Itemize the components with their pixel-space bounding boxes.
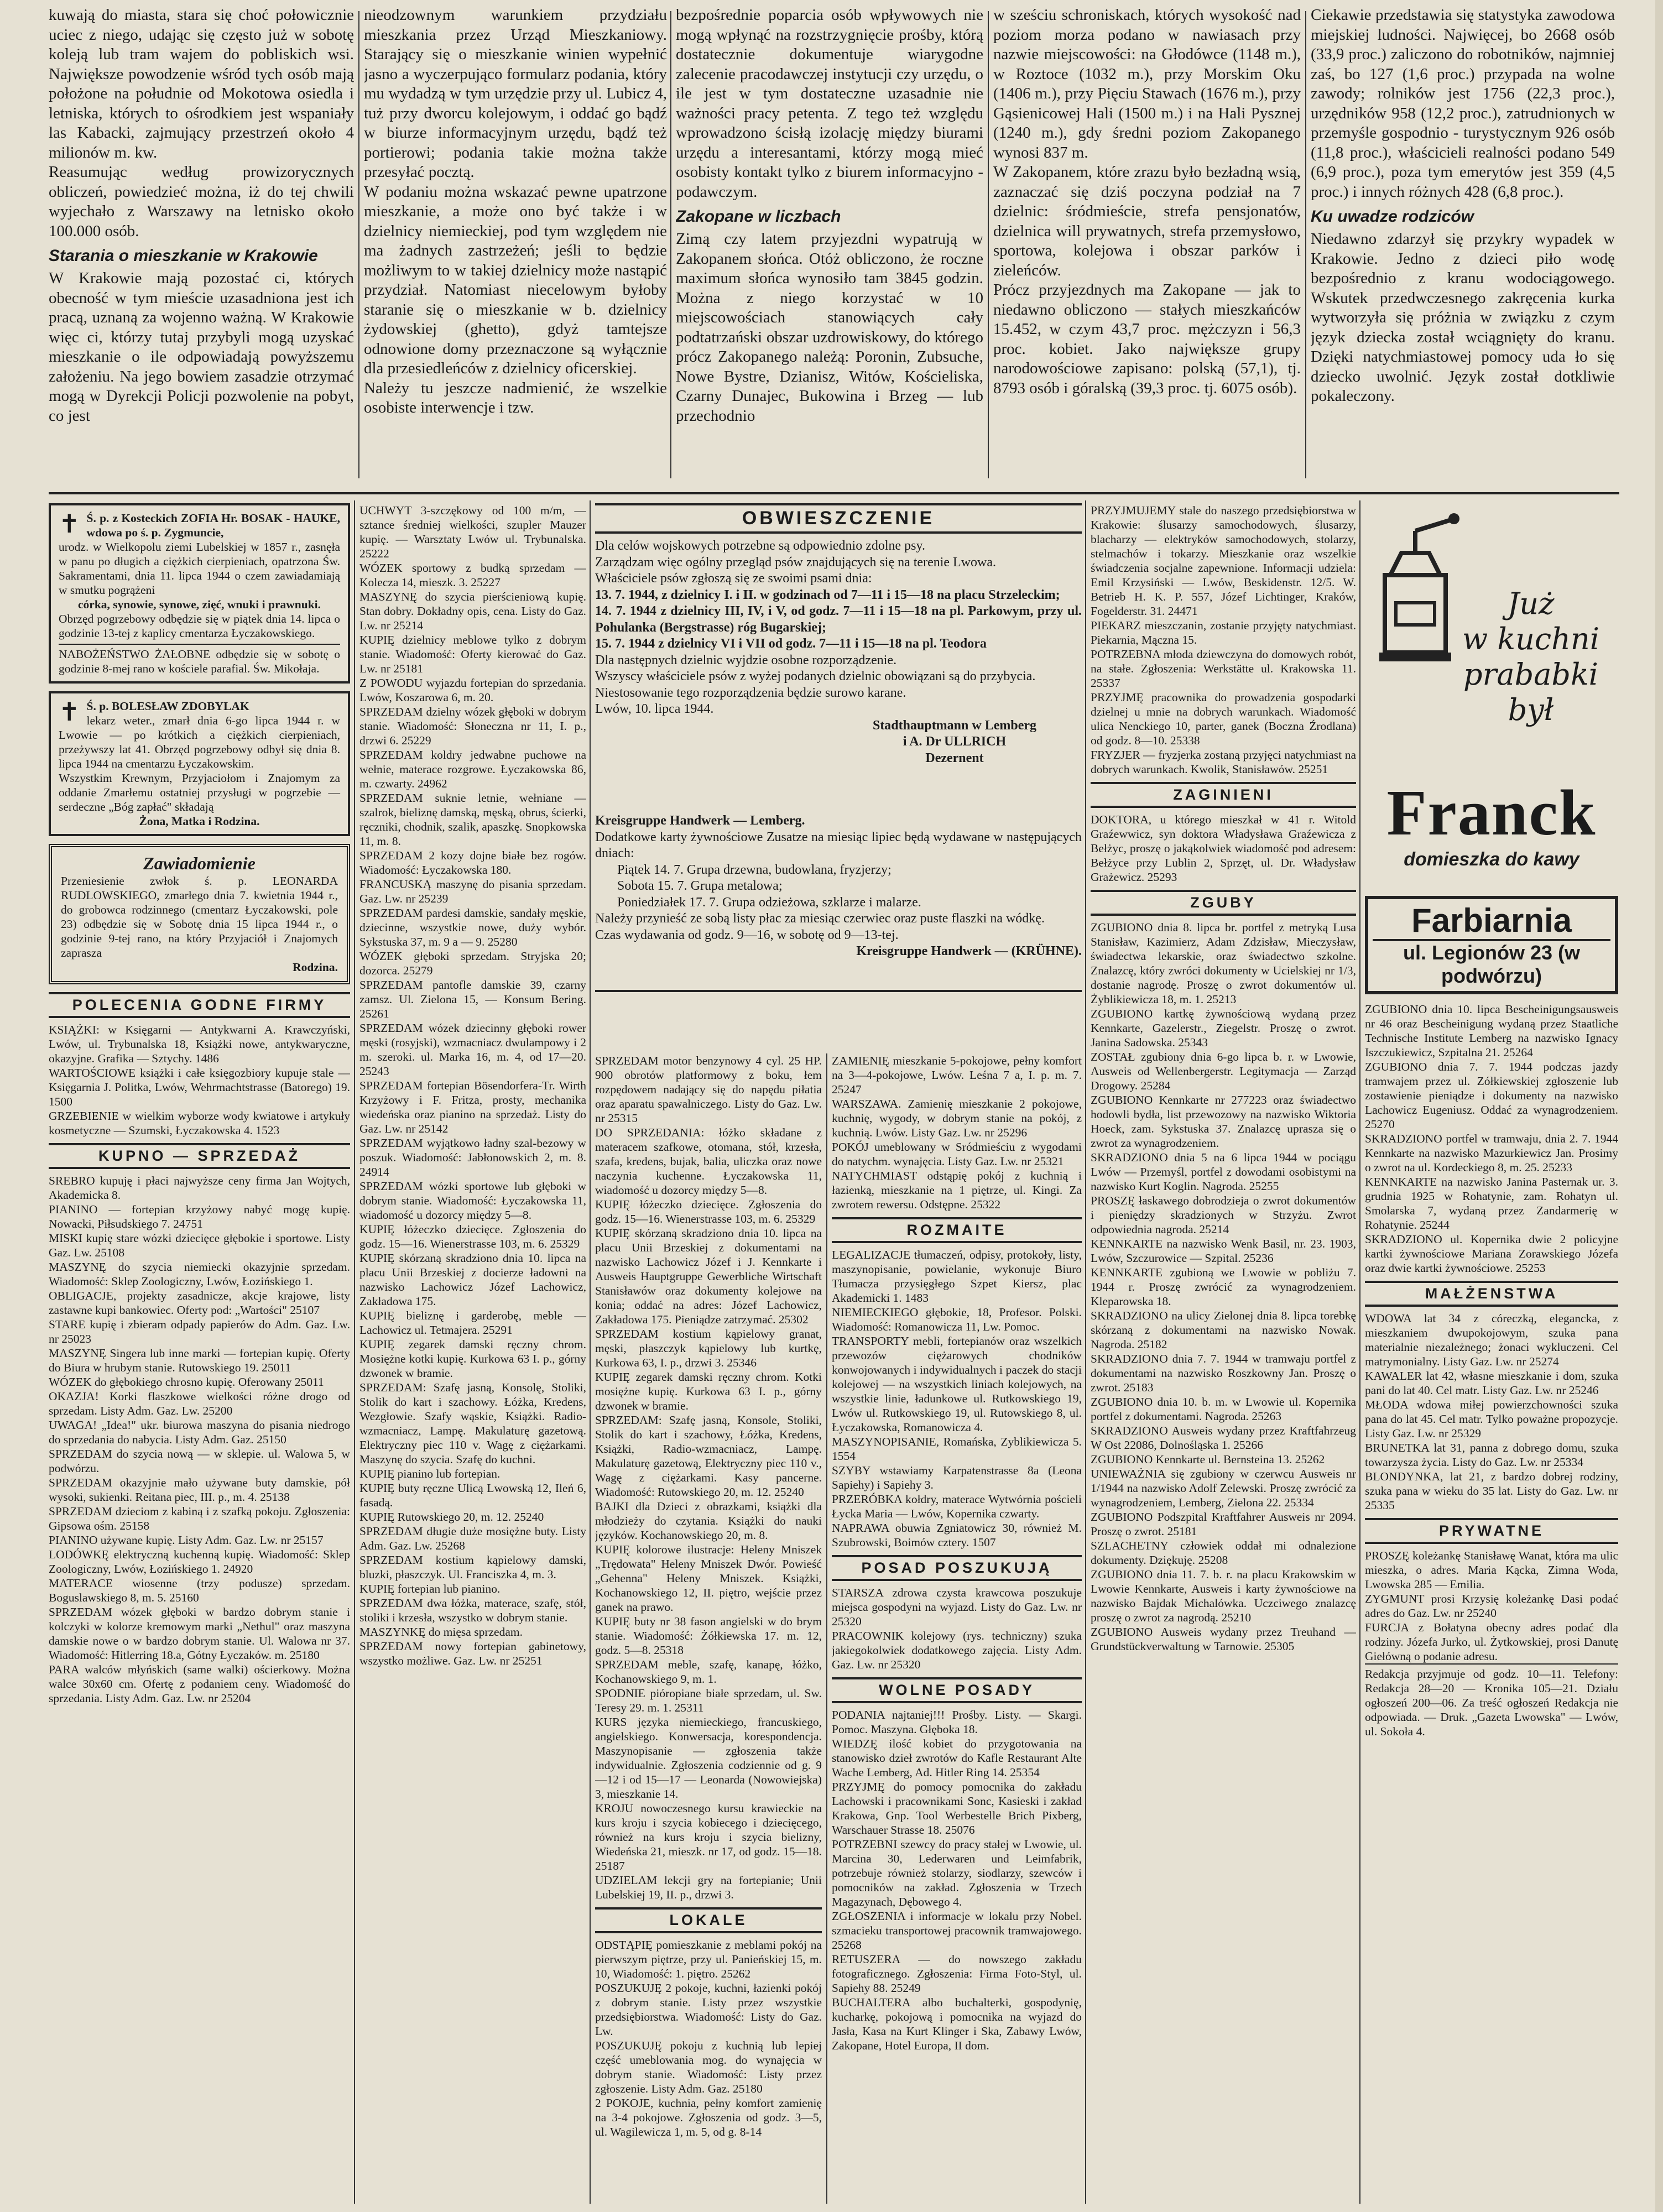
section-polecenia: POLECENIA GODNE FIRMY [49,992,350,1018]
handwerk-days: Piątek 14. 7. Grupa drzewna, budowlana, fryzjerzy; Sobota 15. 7. Grupa metalowa; Poniedziałek 17. 7. Grupa odzieżowa, szklarze i malarze. [617,862,921,910]
notice-heading-obwieszczenie: OBWIESZCZENIE [595,503,1082,534]
article-parents-heading: Ku uwadze rodziców [1311,207,1474,226]
section-zaginieni: ZAGINIENI [1091,782,1356,808]
column-divider [1305,11,1306,478]
notice-heading: Zawiadomienie [143,853,256,873]
obituary-bosak-foot: Obrzęd pogrzebowy odbędzie się w piątek dnia 14. lipca o godzinie 13-tej z kaplicy cmentarza Łyczakowskiego. [59,612,340,640]
farbiarnia-ad [1365,896,1618,994]
article-column-3 [676,6,983,481]
ads-column-6 [1365,503,1618,2206]
section-malzenstwa: MAŁŻENSTWA [1365,1281,1618,1307]
obwieszczenie-intro: Dla celów wojskowych potrzebne są odpowiednio zdolne psy. Zarządzam więc ogólny przegląd psów znajdujących się na terenie Lwowa. Właściciele psów zgłoszą się ze swoimi psami dnia: [595,539,997,586]
article-column-1 [49,6,354,481]
farbiarnia-name: Farbiarnia [1411,902,1572,939]
page-edge [1655,0,1663,2212]
section-prywatne: PRYWATNE [1365,1518,1618,1544]
obituary-zdobylak-head: Ś. p. BOLESŁAW ZDOBYLAK [86,700,249,713]
column-divider [670,11,671,478]
article-column-5 [1311,6,1615,481]
obituary-zdobylak-sign: Żona, Matka i Rodzina. [139,815,260,828]
article-zakopane-heading: Zakopane w liczbach [676,207,841,226]
franck-coffee-ad [1365,503,1618,896]
obituary-zdobylak-body: lekarz weter., zmarł dnia 6-go lipca 1944 r. w Lwowie — po krótkich a ciężkich cierpieniach, przeżywszy lat 41. Obrzęd pogrzebowy odbył się dnia 8. lipca 1944 na cmentarzu Łyczakowskim. Wszystkim Krewnym, Przyjaciołom i Znajomym za oddanie Zmarłemu ostatniej przysługi w pogrzebie — serdeczne „Bóg zapłać" składają [59,714,340,813]
ads-column-4 [832,1053,1082,2204]
notice-sign: Rodzina. [293,960,338,974]
obituary-box-bosak [49,503,350,684]
kupno-ads-col2: UCHWYT 3-szczękowy od 100 m/m, — sztance średniej wielkości, szupler Mauzer kupię. — Warsztaty Lwów ul. Trybunalska. 25222 WÓZEK sportowy z budką sprzedam — Kolecza 14, mieszk. 3. 25227 MASZYNĘ do szycia pierścieniową kupię. Stan dobry. Dokładny opis, cena. Listy do Gaz. Lw. nr 25214 KUPIĘ dzielnicy meblowe tylko z dobrym stanie. Wiadomość: Oferty kierować do Gaz. Lw. nr 25181 Z POWODU wyjazdu fortepian do sprzedania. Lwów, Koszarowa 6, m. 20. SPRZEDAM dzielny wózek głęboki w dobrym stanie. Wiadomość: Słoneczna nr 11, I. p., drzwi 6. 25229 SPRZEDAM koldry jedwabne puchowe na wełnie, materace rozgrowe. Łyczakowska 86, m. czwarty. 24962 SPRZEDAM suknie letnie, wełniane — szalrok, bieliznę damską, męską, obrus, ścierki, ręczniki, chodnik, szalik, apaszkę. Snopkowska 11, m. 8. SPRZEDAM 2 kozy dojne białe bez rogów. Wiadomość: Łyczakowska 180. FRANCUSKĄ maszynę do pisania sprzedam. Gaz. Lw. nr 25239 SPRZEDAM pardesi damskie, sandały męskie, dziecinne, wszystkie nowe, duży wybór. Sykstuska 37, m. 9 a — 9. 25280 WÓZEK głęboki sprzedam. Stryjska 20; dozorca. 25279 SPRZEDAM pantofle damskie 39, czarny zamsz. Ul. Zielona 15, — Konsum Bering. 25261 SPRZEDAM wózek dziecinny głęboki rower męski (rosyjski), wzmacniacz dwulampowy i 2 m. szeroki. ul. Marka 16, m. 4, od 17—20. 25243 SPRZEDAM fortepian Bösendorfera-Tr. Wirth Krzyżowy i F. Fritza, prosty, mechanika wiedeńska oraz pianino na sprzedaż. Listy do Gaz. Lw. nr 25142 SPRZEDAM wyjątkowo ładny szal-bezowy w poszuk. Wiadomość: Jabłonowskich 2, m. 8. 24914 SPRZEDAM wózki sportowe lub głęboki w dobrym stanie. Wiadomość: Łyczakowska 11, wiadomość u dozorcy między 5—8. KUPIĘ łóżeczko dziecięce. Zgłoszenia do godz. 15—16. Wienerstrasse 103, m. 6. 25329 KUPIĘ skórzaną skradziono dnia 10. lipca na placu Unii Brzeskiej z docierze ładowni na nazwisko Lachowicz Józef Lachowicz, Zakładowa 175. KUPIĘ bieliznę i garderobę, meble — Lachowicz ul. Tetmajera. 25291 KUPIĘ zegarek damski ręczny chrom. Mosiężne kotki kupię. Kurkowa 63 I. p., górny dzwonek w bramie. SPRZEDAM: Szafę jasną, Konsolę, Stoliki, Stolik do kart i szachowy. Łóżka, Kredens, Wezgłowie. Szafy wąskie, Książki. Radio-wzmacniacz, Lampę. Makulaturę gazetową. Elektryczny piec 110 v. Wagę z ciężarkami. Maszynę do szycia. Szafę do kuchni. KUPIĘ pianino lub fortepian. KUPIĘ buty ręczne Ulicą Lwowską 12, Ileń 6, fasadą. KUPIĘ Rutowskiego 20, m. 12. 25240 SPRZEDAM długie duże mosiężne buty. Listy Adm. Gaz. Lw. 25268 SPRZEDAM kostium kąpielowy damski, bluzki, płaszczyk. Ul. Franciszka 4, m. 3. KUPIĘ fortepian lub pianino. SPRZEDAM dwa łóżka, materace, szafę, stół, stoliki i krzesła, wszystko w dobrym stanie. MASZYNKĘ do mięsa sprzedam. SPRZEDAM nowy fortepian gabinetowy, wszystko możliwe. Gaz. Lw. nr 25251 [359,504,586,1667]
article-krakow-end: bezpośrednie poparcia osób wpływowych nie mogą wpłynąć na rozstrzygnięcie prośby, którą dostatecznie dokumentuje wiarygodne zalecenie pracodawczej instytucji czy urzędu, o ile jest w tym dostateczne uzasadnie nie ważności pracy petenta. Z tego też względu wprowadzono ścisłą izolację między biurami urzędu a interesantami, którzy mogą mieć osobisty kontakt tylko z biurem informacyjno - podawczym. [676,6,983,201]
franck-slogan-1: Już [1507,586,1555,621]
section-kupno-sprzedaz: KUPNO — SPRZEDAŻ [49,1143,350,1169]
obwieszczenie-signature: Stadthauptmann w Lemberg i A. Dr ULLRICH Dezernent [872,718,1037,765]
rozmaite-ads: LEGALIZACJE tłumaczeń, odpisy, protokoły, listy, maszynopisanie, powielanie, wykonuje Biuro Tłumacza przysięgłego Szpet Kiersz, plac Akademicki 1. 1483 NIEMIECKIEGO głębokie, 18, Profesor. Polski. Wiadomość: Romanowicza 11, Lw. Pomoc. TRANSPORTY mebli, fortepianów oraz wszelkich przewozów ciężarowych chodników konwojowanych i indywidualnych i paczek do stacji kolejowej — na wszystkich liniach kolejowych, na wszystkie linie, ładunkowe ul. Rutkowskiego 19, Lwów ul. Rutkowskiego 19, ul. Rutowskiego 8, ul. Łyczakowska, Romanowicza 4. MASZYNOPISANIE, Romańska, Zyblikiewicza 5. 1554 SZYBY wstawiamy Karpatenstrasse 8a (Leona Sapiehy) i Sapiehy 3. PRZERÓBKA kołdry, materace Wytwórnia pościeli Łycka Maria — Lwów, Kopernika czwarty. NAPRAWA obuwia Zgniatowicz 30, również M. Szubrowski, Boimów cztery. 1507 [832,1248,1082,1549]
notice-body: Przeniesienie zwłok ś. p. LEONARDA RUDLOWSKIEGO, zmarłego dnia 7. kwietnia 1944 r., do grobowca rodzinnego (cmentarz Łyczakowski, pole 23) odbędzie się w Sobotę dnia 15 lipca 1944 r., o godzinie 9-tej rano, na który Przyjaciół i Znajomych zaprasza [61,874,338,959]
section-lokale: LOKALE [595,1907,822,1933]
column-divider [826,1053,827,2204]
franck-brand: Franck [1386,776,1597,849]
obwieszczenie-outro: Dla następnych dzielnic wyjdzie osobne rozporządzenie. Wszyscy właściciele psów z wyżej podanych dzielnic obowiązani są do przybycia. Niestosowanie tego rozporządzenia będzie surowo karane. Lwów, 10. lipca 1944. [595,653,1036,716]
article-krakow-heading: Starania o mieszkanie w Krakowie [49,247,318,265]
column-divider [358,11,359,478]
article-zakopane-continued: w sześciu schroniskach, których wysokość nad poziom morza podano w nawiasach przy nazwie miejscowości: na Głodówce (1148 m.), w Roztoce (1032 m.), przy Morskim Oku (1406 m.), przy Pięciu Stawach (1676 m.), przy Gąsienicowej Hali (1500 m.) i na Hali Pysznej (1240 m.), gdy średni poziom Zakopanego wynosi 837 m. W Zakopanem, które zrazu było bezładną wsią, zaznaczać się dziś poczyna podział na 7 dzielnic: śródmieście, strefa pensjonatów, dzielnica will prywatnych, strefa przemysłowo, sportowa, kolejowa i obszar parków i zieleńców. Prócz przyjezdnych ma Zakopane — jak to niedawno obliczono — stałych mieszkańców 15.452, w czym 43,7 proc. mężczyzn i 56,3 proc. kobiet. Jako największe grupy narodowościowe zapisano: polską (57,1), tj. 8793 osób i góralską (39,3 proc. tj. 6075 osób). [993,6,1301,397]
section-posad: POSAD POSZUKUJĄ [832,1555,1082,1581]
lokale-ads: ODSTĄPIĘ pomieszkanie z meblami pokój na pierwszym piętrze, przy ul. Panieńskiej 15, m. 10, Wiadomość: 1. piętro. 25262 POSZUKUJĘ 2 pokoje, kuchni, łazienki pokój z dobrym stanie. Listy przez wszystkie przedsiębiorstwa. Wiadomość: Listy do Gaz. Lw. POSZUKUJĘ pokoju z kuchnią lub lepiej część umeblowania mog. do wynajęcia w dobrym stanie. Wiadomość: Listy przez zgłoszenie. Listy Adm. Gaz. 25180 2 POKOJE, kuchnia, pełny komfort zamienię na 3-4 pokojowe. Zgłoszenia od godz. 3—5, ul. Wagilewicza 1, m. 5, od g. 8-14 [595,1938,822,2138]
notice-box-rudlowski [49,844,350,984]
right-side-zguby: ZGUBIONO dnia 10. lipca Bescheinigungsausweis nr 46 oraz Bescheinigung wydaną przez Staatliche Technische Institute Lemberg na nazwisko Ignacy Iszczukiewicz, Szpitalna 21. 25264 ZGUBIONO dnia 7. 7. 1944 podczas jazdy tramwajem przez ul. Zółkiewskiej zgłoszenie lub zostawienie pieniądze i dokumenty na nazwisko Lachowicz Eugeniusz. Oddać za wynagrodzeniem. 25270 SKRADZIONO portfel w tramwaju, dnia 2. 7. 1944 Kennkarte na nazwisko Mazurkiewicz Jan. Prosimy o zwrot na ul. Kordeckiego 8, m. 25. 25233 KENNKARTE na nazwisko Janina Pasternak ur. 3. grudnia 1925 w Rohatynie, zam. Rohatyn ul. Smolarska 7, wydaną przez Zandarmerię w Rohatynie. 25244 SKRADZIONO ul. Kopernika dwie 2 policyjne kartki żywnościowe Mariana Zorawskiego Józefa oraz dwie kartki żywnościowe. 25253 [1365,1003,1618,1275]
ads-column-3 [595,1053,822,2204]
handwerk-signature: Kreisgruppe Handwerk — (KRÜHNE). [856,944,1082,958]
posad-ads: STARSZA zdrowa czysta krawcowa poszukuje miejsca gospodyni na wyjazd. Listy do Gaz. Lw. nr 25320 PRACOWNIK kolejowy (rys. techniczny) szuka jakiegokolwiek dodatkowego zajęcia. Listy Adm. Gaz. Lw. nr 25320 [832,1586,1082,1671]
ads-col3-listings: SPRZEDAM motor benzynowy 4 cyl. 25 HP. 900 obrotów platformowy z boku, łem rozpędowem nadający się do napędu piłatia oraz aparatu spawalniczego. Listy do Gaz. Lw. nr 25315 DO SPRZEDANIA: łóżko składane z materacem szafkowe, otomana, stół, krzesła, szafa, kredens, bujak, balia, uliczka oraz nowe naczynia kuchenne. Łyczakowska 11, wiadomość u dozorcy między 5—8. KUPIĘ łóżeczko dziecięce. Zgłoszenia do godz. 15—16. Wienerstrasse 103, m. 6. 25329 KUPIĘ skórzaną skradziono dnia 10. lipca na placu Unii Brzeskiej z dokumentami na nazwisko Lachowicz Józef i J. Kennkarte i Ausweis Hauptgruppe Gewerbliche Wirtschaft Stanisławów oraz dokumenty kolejowe na konia; oddać na adres: Józef Lachowicz, Zakładowa 175. Pieniądze zatrzymać. 25302 SPRZEDAM kostium kąpielowy granat, męski, płaszczyk kąpielowy lub kurtkę, Kurkowa 63, I. p., drzwi 3. 25346 KUPIĘ zegarek damski ręczny chrom. Kotki mosiężne kupię. Kurkowa 63 I. p., górny dzwonek w bramie. SPRZEDAM: Szafę jasną, Konsole, Stoliki, Stolik do kart i szachowy, Łóżka, Kredens, Książki, Radio-wzmacniacz, Lampę. Makulaturę gazetową, Elektryczny piec 110 v., Wagę z ciężarkami. Kasy pancerne. Wiadomość: Rutowskiego 20, m. 12. 25240 BAJKI dla Dzieci z obrazkami, książki dla młodzieży do czytania. Książki do nauki języków. Kochanowskiego 20, m. 8. KUPIĘ kolorowe ilustracje: Heleny Mniszek „Trędowata" Heleny Mniszek Dwór. Powieść „Gehenna" Heleny Mniszek. Książki, Kochanowskiego 12, II. piętro, wejście przez ganek na prawo. KUPIĘ buty nr 38 fason angielski w do brym stanie. Wiadomość: Żółkiewska 17. m. 12, godz. 5—8. 25318 SPRZEDAM meble, szafę, kanapę, łóżko, Kochanowskiego 9, m. 1. SPODNIE pióropiane białe sprzedam, ul. Sw. Teresy 29. m. 1. 25311 [595,1054,822,1714]
section-divider [49,492,1619,494]
obituary-bosak-mass: NABOŻEŃSTWO ŻAŁOBNE odbędzie się w sobotę o godzinie 8-mej rano w kościele parafial. Św. Mikołaja. [59,644,340,676]
obituary-bosak-sign: córka, synowie, synowe, zięć, wnuki i prawnuki. [78,598,321,611]
section-zguby: ZGUBY [1091,890,1356,916]
franck-slogan-4: był [1508,692,1554,727]
franck-slogan-3: prababki [1463,657,1598,692]
ads-column-5 [1091,503,1356,2206]
obwieszczenie-dates: 13. 7. 1944, z dzielnicy I. i II. w godzinach od 7—11 i 15—18 na placu Strzeleckim; 14. 7. 1944 z dzielnicy III, IV, i V, od godz. 7—11 i 15—18 na pl. Parkowym, przy ul. Pohulanka (Bergstrasse) róg Bugarskiej; 15. 7. 1944 z dzielnicy VI i VII od godz. 7—11 i 15—18 na pl. Teodora [595,587,1082,651]
kupno-ads-col1: SREBRO kupuję i płaci najwyższe ceny firma Jan Wojtych, Akademicka 8. PIANINO — fortepian krzyżowy nabyć mogę kupię. Nowacki, Piłsudskiego 7. 24751 MISKI kupię stare wózki dziecięce głębokie i sportowe. Listy Gaz. Lw. 25108 MASZYNĘ do szycia niemiecki okazyjnie sprzedam. Wiadomość: Sklep Zoologiczny, Lwów, Łozińskiego 1. OBLIGACJE, projekty zasadnicze, akcje krajowe, listy zastawne kupi bankowiec. Oferty pod: „Wartości" 25107 STARE kupię i zbieram odpady papierów do Adm. Gaz. Lw. nr 25023 MASZYNĘ Singera lub inne marki — fortepian kupię. Oferty do Biura w hrubym stanie. Rutowskiego 19. 25011 WÓZEK do głębokiego chrosno kupię. Oferowany 25011 OKAZJA! Korki flaszkowe wielkości różne drogo od sprzedam. Listy Adm. Gaz. Lw. 25200 UWAGA! „Idea!" ukr. biurowa maszyna do pisania niedrogo do sprzedania do nabycia. Listy Adm. Gaz. 25150 SPRZEDAM do szycia nową — w sklepie. ul. Walowa 5, w podwórzu. SPRZEDAM okazyjnie mało używane buty damskie, pół wysoki, sukienki. Reitana piec, III. p., m. 4. 25138 SPRZEDAM dzieciom z kabiną i z szafką pokoju. Zgłoszenia: Gipsowa ośm. 25158 PIANINO używane kupię. Listy Adm. Gaz. Lw. nr 25157 LODÓWKĘ elektryczną kuchenną kupię. Wiadomość: Sklep Zoologiczny, Lwów, Łozińskiego 1. 24920 MATERACE wiosenne (trzy podusze) sprzedam. Boguslawskiego 8, m. 5. 25160 SPRZEDAM wózek głęboki w bardzo dobrym stanie i kolczyki w kolorze kremowym marki „Nethul" oraz maszyna damskie nowe o w bardzo dobrym stanie. Ul. Walowa nr 37. Wiadomość: Hitlerring 18.a, Gótny Łyczaków. m. 25180 PARA walców młyńskich (same walki) ościerkowy. Można walce 30x60 cm. Ofertę z podaniem ceny. Wiadomość do sprzedania. Listy Adm. Gaz. Lw. nr 25204 [49,1173,350,1705]
article-warsaw-text: kuwają do miasta, stara się choć połowicznie uciec z niego, udając się często już w sobotę koleją lub tram wajem do pobliskich wsi. Największe powodzenie wśród tych osób mają położone na południe od Mokotowa osiedla i letniska, których to ośrodkiem jest wspaniały las Kabacki, zajmujący przestrzeń około 4 milionów m. kw. Reasumując według prowizorycznych obliczeń, powiedzieć można, iż do tej chwili wyjechało z Warszawy na letnisko około 100.000 osób. [49,6,354,240]
obituary-box-zdobylak [49,691,350,836]
editorial-footer: Redakcja przyjmuje od godz. 10—11. Telefony: Redakcja 28—20 — Kronika 105—21. Działu ogłoszeń 200—06. Za treść ogłoszeń Redakcja nie odpowiada. — Druk. „Gazeta Lwowska" — Lwów, ul. Sokoła 4. [1365,1663,1618,1739]
column-divider [1359,500,1360,2204]
zaginieni-ads: DOKTORA, u którego mieszkał w 41 r. Witold Graźewwicz, syn doktora Władysława Graźewicza z Bełżyc, proszę o jakąkolwiek wiadomość pod adresem: Bełżyce przy Lublin 2, Sprzęt, ul. Dr. Władysław Grażewicz. 25293 [1091,813,1356,884]
ads-col4-listings: ZAMIENIĘ mieszkanie 5-pokojowe, pełny komfort na 3—4-pokojowe, Lwów. Leśna 7 a, I. p. m. 7. 25247 WARSZAWA. Zamienię mieszkanie 2 pokojowe, kuchnię, wygody, w dobrym stanie na pokój, z kuchnią. Lwów. Listy Gaz. Lw. nr 25296 POKÓJ umeblowany w Sródmieściu z wygodami do natychm. wynajęcia. Listy Gaz. Lw. nr 25321 NATYCHMIAST odstąpię pokój z kuchnią i łazienką, mieszkanie na 1 piętrze, ul. Kingi. Za zwrotem rewersu. Odstępne. 25322 [832,1054,1082,1211]
section-wolne-posady: WOLNE POSADY [832,1677,1082,1703]
ads-column-2 [359,503,586,2206]
handwerk-heading: Kreisgruppe Handwerk — Lemberg. [595,813,805,828]
cross-icon: ✝ [59,697,80,727]
article-statistics-text: Ciekawie przedstawia się statystyka zawodowa miejskiej ludności. Najwięcej, bo 2668 osób (33,9 proc.) zaliczono do robotników, najmniej zaś, bo 127 (1,6 proc.) przypada na wolne zawody; rolników jest 1756 (22,3 proc.), urzędników 958 (12,2 proc.), zatrudnionych w przemyśle gospodnio - turystycznym 926 osób (11,8 proc.), właścicieli realności podano 549 (6,9 proc.), poza tym emerytów jest 359 (4,5 proc.) i innych różnych 428 (6,8 proc.). [1311,6,1615,201]
column-divider [354,500,355,2204]
obituary-bosak-body: urodz. w Wielkopolu ziemi Lubelskiej w 1857 r., zasnęła w panu po długich a ciężkich cierpieniach, opatrzona Św. Sakramentami, dnia 11. lipca 1944 o czem zawiadamiają w smutku pogrążeni [59,540,340,597]
article-zakopane-text: Zimą czy latem przyjezdni wypatrują w Zakopanem słońca. Otóż obliczono, że roczne maximum słońca wynosiło tam 3845 godzin. Można z niego korzystać w 10 miejscowościach stanowiących cały podtatrzański obszar uzdrowiskowy, do którego prócz Zakopanego należą: Poronin, Zubsuche, Nowe Bystre, Dzianisz, Witów, Kościeliska, Czarny Dunajec, Bukowina i Brzeg — lub przechodnio [676,230,983,425]
article-parents-text: Niedawno zdarzył się przykry wypadek w Krakowie. Jedno z dzieci piło wodę bezpośrednio z kranu wodociągowego. Wskutek przedwczesnego zakręcenia kurka wytworzyła się próżnia w związku z czym język dziecka został wciągnięty do kranu. Dzięki natychmiastowej pomocy uda ło się dziecko uwolnić. Język został dotkliwie pokaleczony. [1311,230,1615,405]
ads-col3-courses: KURS języka niemieckiego, francuskiego, angielskiego. Konwersacja, korespondencja. Maszynopisanie — zgłoszenia także indywidualnie. Zgłoszenia codziennie od g. 9—12 i od 15—17 — Leonarda (Nowowiejska) 3, mieszkanie 14. KROJU nowoczesnego kursu krawieckie na kurs kroju i szycia kobiecego i dziecięcego, również na kurs kroju i szycia bielizny, Wiedeńska 21, mieszk. nr 17, od godz. 15—18. 25187 UDZIELAM lekcji gry na fortepianie; Unii Lubelskiej 19, II. p., drzwi 3. [595,1715,822,1901]
article-krakow-continued: nieodzownym warunkiem przydziału mieszkania przez Urząd Mieszkaniowy. Starający się o mieszkanie winien wypełnić jasno a wyczerpująco formularz podania, który mu wydadzą w tym urzędzie przy ul. Lubicz 4, tuż przy dworcu kolejowym, i oddać go bądź w biurze informacyjnym urzędu, bądź też portierowi; podania takie można także przesyłać pocztą. W podaniu można wskazać pewne upatrzone mieszkanie, a może ono być także i w dzielnicy niemieckiej, pod tym względem nie ma żadnych zastrzeżeń; jeśli to będzie możliwym to w takiej dzielnicy może nastąpić przydział. Natomiast niecelowym byłoby staranie się o mieszkanie w b. dzielnicy żydowskiej (ghetto), gdyż tamtejsze odnowione domy przeznaczone są wyłącznie dla przesiedleńców z dzielnicy oficerskiej. Należy tu jeszcze nadmienić, że wszelkie osobiste interwencje i tzw. [364,6,667,416]
ads-column-1 [49,503,350,2206]
obituary-bosak-head: Ś. p. z Kosteckich ZOFIA Hr. BOSAK - HAUKE, wdowa po ś. p. Zygmuncie, [86,512,340,539]
article-krakow-text: W Krakowie mają pozostać ci, których obecność w tym mieście uzasadniona jest ich pracą, uznaną za wojenno ważną. W Krakowie więc ci, którzy tutaj przybyli mogą uzyskać mieszkanie o ile odpowiadają powyższemu założeniu. Na jego bowiem zasadzie otrzymać mogą w Dyrekcji Policji pozwolenie na pobyt, co jest [49,269,354,425]
column-divider [590,500,591,2204]
column-divider [1085,500,1086,2204]
handwerk-note: Należy przynieść ze sobą listy płac za miesiąc czerwiec oraz puste flaszki na wódkę. Czas wydawania od godz. 9—16, w sobotę od 9—13-tej. [595,911,1045,942]
polecenia-ads: KSIĄŻKI: w Księgarni — Antykwarni A. Krawczyński, Lwów, ul. Trybunalska 18, Książki nowe, antykwaryczne, okazyjne. Grafika — Sztychy. 1486 WARTOŚCIOWE książki i całe księgozbiory kupuje stale — Księgarnia J. Politka, Lwów, Wehrmachtstrasse (Batorego) 19. 1500 GRZEBIENIE w wielkim wyborze wody kwiatowe i artykuły kosmetyczne — Szumski, Łyczakowska 4. 1523 [49,1022,350,1137]
section-rozmaite: ROZMAITE [832,1217,1082,1243]
prywatne-ads: PROSZĘ koleżankę Stanisławę Wanat, która ma ulic mieszka, o adres. Maria Kącka, Zimna Woda, Lwowska 285 — Emilia. ZYGMUNT prosi Krzysię koleżankę Dasi podać adres do Gaz. Lw. nr 25240 FURCJA z Bołatyna obecny adres podać dla rodziny. Józefa Jurko, ul. Żytkowskiej, prosi Danutę Giełówną o podanie adresu. [1365,1549,1618,1663]
malzenstwa-ads: WDOWA lat 34 z córeczką, elegancka, z mieszkaniem dwupokojowym, szuka pana materialnie niezależnego; żonaci wykluczeni. Cel matrymonialny. Listy Gaz. Lw. nr 25274 KAWALER lat 42, własne mieszkanie i dom, szuka pani do lat 40. Cel matr. Listy Gaz. Lw. nr 25246 MŁODA wdowa miłej powierzchowności szuka pana do lat 45. Cel matr. Tylko poważne propozycje. Listy Gaz. Lw. nr 25329 BRUNETKA lat 31, panna z dobrego domu, szuka towarzysza życia. Listy do Gaz. Lw. nr 25334 BLONDYNKA, lat 21, z bardzo dobrej rodziny, szuka pana w wieku do 35 lat. Listy do Gaz. Lw. nr 25335 [1365,1312,1618,1512]
article-column-4 [993,6,1301,481]
handwerk-notice [595,813,1082,1045]
franck-tagline: domieszka do kawy [1404,849,1579,870]
handwerk-body: Dodatkowe karty żywnościowe Zusatze na miesiąc lipiec będą wydawane w następujących dniach: [595,830,1082,860]
farbiarnia-address: ul. Legionów 23 (w podwórzu) [1373,939,1610,988]
wolne-posady-ads: PODANIA najtaniej!!! Prośby. Listy. — Skargi. Pomoc. Maszyna. Głęboka 18. WIEDZĘ ilość kobiet do przygotowania na stanowisko dzieł zwrotów do Kafle Restaurant Alte Wache Lemberg, Ad. Hitler Ring 14. 25354 PRZYJMĘ do pomocy pomocnika do zakładu Lachowski i pracownikami Sonc, Kasieski i zakład Krakowa, Gnp. Tool Werbestelle Brich Pixberg, Warschauer Strasse 18. 25076 POTRZEBNI szewcy do pracy stałej w Lwowie, ul. Marcina 30, Lederwaren und Leimfabrik, potrzebuje również stolarzy, siodlarzy, szewców i pomocników na zakład. Zgłoszenia w Trzech Magazynach, Dębowego 4. ZGŁOSZENIA i informacje w lokalu przy Nobel. szmacieku transportowej pracownik tramwajowego. 25268 RETUSZERA — do nowszego zakładu fotograficznego. Zgłoszenia: Firma Foto-Styl, ul. Sapiehy 88. 25249 BUCHALTERA albo buchalterki, gospodynię, kucharkę, pokojową i pomocnika na wyjazd do Jasła, Kasa na Kurt Klinger i Ska, Zabawy Lwów, Zakopane, Hotel Europa, II dom. [832,1708,1082,2052]
article-column-2 [364,6,667,481]
zguby-ads: ZGUBIONO dnia 8. lipca br. portfel z metryką Lusa Stanisław, Kazimierz, Adam Zdzisław, Mieczysław, świadectwa lekarskie, oraz świadectwo szkolne. Znalazcę, który zwróci dokumenty w Ucielskiej nr 1/3, dostanie nagrodę. Proszę o zwrot dokumentów ul. Żyblikiewicza 18, m. 1. 25213 ZGUBIONO kartkę żywnościową wydaną przez Kennkarte, Gazelerstr., Ziegelstr. Proszę o zwrot. Janina Sadowska. 25343 ZOSTAŁ zgubiony dnia 6-go lipca b. r. w Lwowie, Ausweis od Wellenbergerstr. Legitymacja — Zarząd Drogowy. 25284 ZGUBIONO Kennkarte nr 277223 oraz świadectwo hodowli bydła, list przewozowy na nazwisko Wiktoria Hoeck, zam. Sykstuska 37. Znalazcę uprasza się o zwrot za wynagrodzeniem. SKRADZIONO dnia 5 na 6 lipca 1944 w pociągu Lwów — Przemyśl, portfel z dowodami osobistymi na nazwisko Kurt Koglin. Nagroda. 25255 PROSZĘ łaskawego dobrodzieja o zwrot dokumentów i pieniędzy skradzionych w Strzyżu. Zwrot odpowiednia nagroda. 25214 KENNKARTE na nazwisko Wenk Basil, nr. 23. 1903, Lwów, Szczurowice — Szpital. 25236 KENNKARTE zgubioną we Lwowie w pobliżu 7. 1944 r. Proszę zwrócić za wynagrodzeniem. Kleparowska 18. SKRADZIONO na ulicy Zielonej dnia 8. lipca torebkę skórzaną z dokumentami na nazwisko Nowak. Nagroda. 25182 SKRADZIONO dnia 7. 7. 1944 w tramwaju portfel z dokumentami na nazwisko Roszkowny Jan. Proszę o zwrot. 25183 ZGUBIONO dnia 10. b. m. w Lwowie ul. Kopernika portfel z dokumentami. Nagroda. 25263 SKRADZIONO Ausweis wydany przez Kraftfahrzeug W Ost 22086, Dolnośląska 1. 25266 ZGUBIONO Kennkarte ul. Bernsteina 13. 25262 UNIEWAŻNIA się zgubiony w czerwcu Ausweis nr 1/1944 na nazwisko Adolf Zelewski. Proszę zwrócić za wynagrodzeniem, Lemberg, Zielona 22. 25334 ZGUBIONO Podszpital Kraftfahrer Ausweis nr 2094. Proszę o zwrot. 25181 SZLACHETNY człowiek oddał mi odnalezione dokumenty. Dziękuję. 25208 ZGUBIONO dnia 11. 7. b. r. na placu Krakowskim w Lwowie Kennkarte, Ausweis i karty żywnościowe na nazwisko Bajdak Michalówka. Uczciwego znalazcę proszę o zwrot za nagrodą. 25210 ZGUBIONO Ausweis wydany przez Treuhand — Grundstückverwaltung w Tarnowie. 25305 [1091,921,1356,1653]
cross-icon: ✝ [59,509,80,539]
right-job-ads: PRZYJMUJEMY stale do naszego przedsiębiorstwa w Krakowie: ślusarzy samochodowych, ślusarzy, blacharzy — elektryków samochodowych, stolarzy, stelmachów i tokarzy. Mieszkanie oraz wszelkie świadczenia socjalne zapewnione. Informacji udziela: Emil Krzysiński — Lwów, Beskidenstr. 12/5. W. Betrieb H. K. P. 557, Józef Lichtinger, Kraków, Fogelderstr. 31. 24471 PIEKARZ mieszczanin, zostanie przyjęty natychmiast. Piekarnia, Mączna 15. POTRZEBNA młoda dziewczyna do domowych robót, na stałe. Zgłoszenia: Werkstätte ul. Krakowska 11. 25337 PRZYJMĘ pracownika do prowadzenia gospodarki dzielnej u mnie na dobrych warunkach. Wiadomość ulica Nenckiego 10, parter, ganek (Boczna Źrodlana) od godz. 8—10. 25338 FRYZJER — fryzjerka zostaną przyjęci natychmiast na dobrych warunkach. Kwolik, Stanisławów. 25251 [1091,504,1356,776]
column-divider [988,11,989,478]
franck-slogan-2: w kuchni [1462,622,1599,656]
